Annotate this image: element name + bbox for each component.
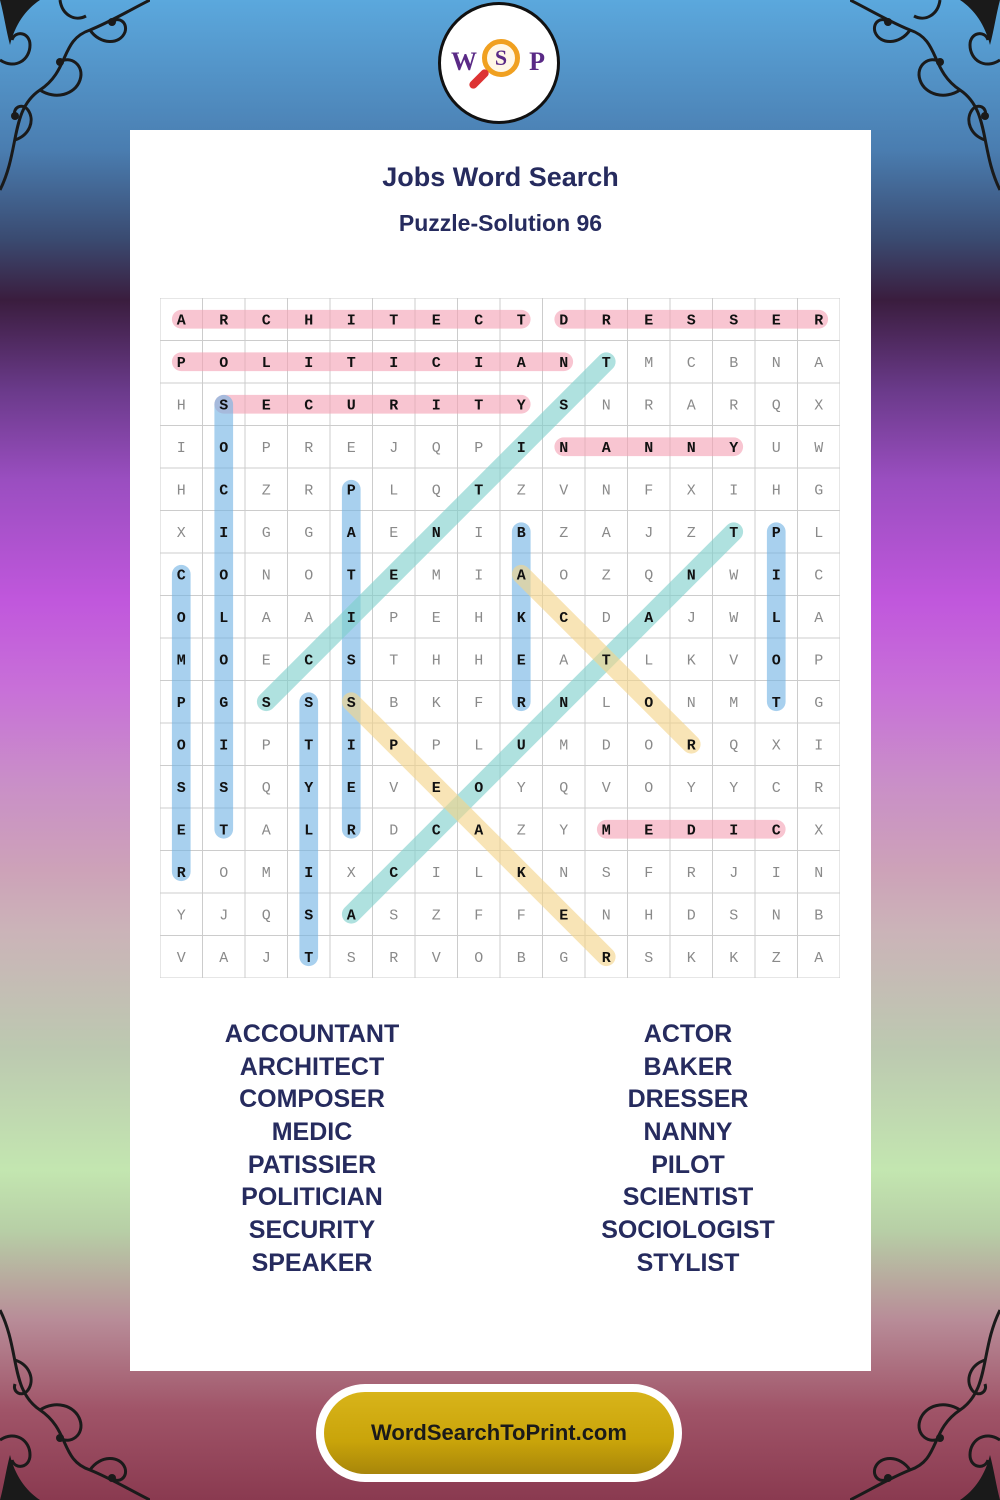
grid-letter: N: [601, 907, 611, 925]
grid-letter: R: [729, 397, 739, 415]
grid-letter: N: [559, 354, 569, 372]
grid-letter: O: [304, 567, 314, 585]
grid-letter: T: [346, 354, 356, 372]
page-title: Jobs Word Search: [382, 162, 619, 192]
grid-letter: C: [771, 779, 781, 797]
flourish-icon: [0, 0, 150, 210]
ornament-bottom-right: [850, 1290, 1000, 1500]
grid-letter: L: [304, 822, 314, 840]
grid-letter: C: [814, 567, 824, 585]
grid-letter: S: [219, 397, 229, 415]
grid-letter: N: [601, 397, 611, 415]
grid-letter: R: [176, 864, 186, 882]
grid-letter: T: [389, 312, 399, 330]
grid-letter: P: [814, 652, 824, 670]
word-list-right: [538, 1018, 838, 1280]
grid-letter: B: [516, 949, 526, 967]
grid-letter: J: [644, 524, 654, 542]
grid-letter: H: [431, 652, 441, 670]
word-list-item: SECURITY: [248, 1216, 376, 1245]
grid-letter: Y: [559, 822, 569, 840]
ornament-bottom-left: [0, 1290, 150, 1500]
grid-letter: A: [686, 397, 696, 415]
grid-letter: R: [814, 779, 824, 797]
grid-letter: I: [474, 567, 484, 585]
grid-letter: E: [346, 779, 356, 797]
word-list-item: SCIENTIST: [622, 1183, 754, 1212]
grid-letter: E: [516, 652, 526, 670]
grid-letter: E: [389, 567, 399, 585]
grid-letter: A: [346, 524, 356, 542]
grid-letter: I: [814, 737, 824, 755]
grid-letter: X: [686, 482, 696, 500]
grid-letter: O: [219, 439, 229, 457]
grid-letter: O: [771, 652, 781, 670]
grid-letter: S: [346, 949, 356, 967]
grid-letter: O: [176, 609, 186, 627]
grid-letter: L: [474, 864, 484, 882]
grid-letter: A: [304, 609, 314, 627]
word-list-item: BAKER: [643, 1052, 733, 1081]
grid-letter: Y: [304, 779, 314, 797]
grid-letter: D: [686, 907, 696, 925]
grid-letter: H: [644, 907, 654, 925]
grid-letter: G: [814, 482, 824, 500]
grid-letter: Y: [729, 779, 739, 797]
grid-letter: L: [814, 524, 824, 542]
grid-letter: A: [814, 609, 824, 627]
ornament-top-right: [850, 0, 1000, 210]
grid-letter: L: [474, 737, 484, 755]
grid-letter: X: [814, 822, 824, 840]
grid-letter: I: [346, 737, 356, 755]
grid-letter: G: [261, 524, 271, 542]
word-list-item: STYLIST: [636, 1248, 740, 1277]
grid-letter: P: [261, 737, 271, 755]
grid-letter: O: [219, 652, 229, 670]
grid-letter: L: [261, 354, 271, 372]
grid-letter: C: [304, 652, 314, 670]
grid-letter: T: [219, 822, 229, 840]
page-subtitle: Puzzle-Solution 96: [398, 210, 603, 236]
grid-letter: R: [219, 312, 229, 330]
site-link[interactable]: WordSearchToPrint.com: [324, 1392, 674, 1474]
grid-letter: M: [176, 652, 186, 670]
grid-letter: Q: [559, 779, 569, 797]
grid-letter: Q: [729, 737, 739, 755]
grid-letter: X: [771, 737, 781, 755]
grid-letter: I: [219, 524, 229, 542]
grid-letter: T: [346, 567, 356, 585]
grid-letter: C: [771, 822, 781, 840]
grid-letter: C: [219, 482, 229, 500]
grid-letter: S: [686, 312, 696, 330]
grid-letter: R: [516, 694, 526, 712]
grid-letter: A: [261, 609, 271, 627]
grid-letter: C: [686, 354, 696, 372]
grid-letter: Z: [601, 567, 611, 585]
grid-letter: Z: [559, 524, 569, 542]
grid-letter: Z: [516, 482, 526, 500]
grid-letter: W: [814, 439, 824, 457]
grid-letter: P: [346, 482, 356, 500]
grid-letter: R: [814, 312, 824, 330]
grid-letter: I: [304, 354, 314, 372]
grid-letter: P: [176, 354, 186, 372]
grid-letter: H: [176, 482, 186, 500]
grid-letter: P: [261, 439, 271, 457]
grid-letter: Q: [431, 439, 441, 457]
flourish-icon: [850, 1290, 1000, 1500]
grid-letter: O: [474, 779, 484, 797]
grid-letter: I: [516, 439, 526, 457]
grid-letter: F: [516, 907, 526, 925]
word-list-left: [162, 1018, 462, 1280]
grid-letter: J: [729, 864, 739, 882]
grid-letter: A: [219, 949, 229, 967]
grid-letter: U: [346, 397, 356, 415]
word-list-item: COMPOSER: [239, 1085, 385, 1114]
grid-letter: T: [516, 312, 526, 330]
grid-letter: H: [474, 609, 484, 627]
grid-letter: N: [686, 567, 696, 585]
grid-letter: N: [431, 524, 441, 542]
grid-letter: F: [644, 482, 654, 500]
flourish-icon: [0, 1290, 150, 1500]
grid-letter: O: [559, 567, 569, 585]
grid-letter: N: [559, 864, 569, 882]
grid-letter: M: [261, 864, 271, 882]
grid-letter: T: [474, 482, 484, 500]
grid-letter: I: [176, 439, 186, 457]
grid-letter: C: [559, 609, 569, 627]
grid-letter: V: [176, 949, 186, 967]
word-search-grid: [160, 298, 840, 978]
grid-letter: I: [771, 864, 781, 882]
grid-letter: L: [771, 609, 781, 627]
grid-letter: I: [474, 524, 484, 542]
word-list-item: PILOT: [651, 1150, 725, 1179]
word-list-item: POLITICIAN: [241, 1183, 383, 1212]
grid-letter: L: [389, 482, 399, 500]
grid-letter: L: [644, 652, 654, 670]
grid-letter: K: [729, 949, 739, 967]
grid-letter: R: [601, 312, 611, 330]
grid-letter: Q: [431, 482, 441, 500]
grid-letter: A: [346, 907, 356, 925]
grid-letter: R: [389, 397, 399, 415]
grid-letter: T: [601, 354, 611, 372]
grid-letter: R: [644, 397, 654, 415]
grid-letter: T: [304, 737, 314, 755]
grid-letter: N: [601, 482, 611, 500]
grid-letter: Z: [431, 907, 441, 925]
grid-letter: A: [474, 822, 484, 840]
grid-letter: R: [686, 864, 696, 882]
grid-letter: E: [261, 652, 271, 670]
word-list-item: DRESSER: [627, 1085, 749, 1114]
logo-letter-w: W: [451, 47, 477, 76]
grid-letter: N: [814, 864, 824, 882]
grid-letter: T: [389, 652, 399, 670]
grid-letter: H: [176, 397, 186, 415]
grid-letter: M: [729, 694, 739, 712]
grid-letter: O: [176, 737, 186, 755]
grid-letter: X: [346, 864, 356, 882]
grid-letter: E: [559, 907, 569, 925]
grid-letter: Q: [261, 779, 271, 797]
grid-letter: Y: [176, 907, 186, 925]
grid-letter: I: [346, 312, 356, 330]
grid-letter: E: [389, 524, 399, 542]
grid-letter: K: [686, 949, 696, 967]
grid-letter: B: [516, 524, 526, 542]
grid-letter: O: [644, 737, 654, 755]
grid-letter: Y: [729, 439, 739, 457]
grid-letter: M: [431, 567, 441, 585]
grid-letter: J: [261, 949, 271, 967]
grid-letter: P: [431, 737, 441, 755]
grid-letter: N: [559, 694, 569, 712]
grid-letter: B: [729, 354, 739, 372]
grid-letter: E: [431, 779, 441, 797]
grid-letter: Z: [516, 822, 526, 840]
grid-letter: N: [559, 439, 569, 457]
grid-letter: C: [474, 312, 484, 330]
grid-letter: N: [686, 694, 696, 712]
grid-letter: V: [729, 652, 739, 670]
grid-letter: E: [431, 312, 441, 330]
grid-letter: R: [601, 949, 611, 967]
grid-letter: O: [219, 354, 229, 372]
site-logo[interactable]: [438, 2, 560, 124]
grid-letter: A: [644, 609, 654, 627]
grid-letter: T: [771, 694, 781, 712]
grid-letter: I: [431, 397, 441, 415]
logo-mark: [449, 33, 549, 93]
grid-letter: N: [771, 354, 781, 372]
grid-letter: E: [644, 822, 654, 840]
grid-letter: V: [601, 779, 611, 797]
grid-letter: G: [304, 524, 314, 542]
grid-letter: Y: [686, 779, 696, 797]
grid-letter: R: [686, 737, 696, 755]
grid-letter: T: [729, 524, 739, 542]
grid-letter: L: [219, 609, 229, 627]
grid-letter: A: [814, 949, 824, 967]
grid-letter: K: [686, 652, 696, 670]
grid-letter: M: [601, 822, 611, 840]
grid-letter: E: [261, 397, 271, 415]
word-list-item: SOCIOLOGIST: [601, 1216, 775, 1245]
word-list-item: NANNY: [643, 1118, 733, 1147]
grid-letter: F: [474, 907, 484, 925]
grid-letter: A: [516, 567, 526, 585]
grid-letter: G: [814, 694, 824, 712]
grid-letter: A: [176, 312, 186, 330]
grid-letter: V: [389, 779, 399, 797]
grid-letter: C: [176, 567, 186, 585]
grid-letter: A: [601, 524, 611, 542]
grid-letter: P: [389, 737, 399, 755]
grid-letter: Y: [516, 779, 526, 797]
grid-letter: J: [219, 907, 229, 925]
logo-letter-p: P: [529, 47, 545, 76]
grid-letter: P: [389, 609, 399, 627]
grid-letter: Q: [644, 567, 654, 585]
grid-letter: A: [516, 354, 526, 372]
grid-letter: S: [261, 694, 271, 712]
grid-letter: V: [431, 949, 441, 967]
grid-letter: S: [601, 864, 611, 882]
grid-letter: J: [389, 439, 399, 457]
grid-letter: T: [304, 949, 314, 967]
grid-letter: Q: [771, 397, 781, 415]
grid-letter: I: [389, 354, 399, 372]
word-list-item: ACCOUNTANT: [224, 1020, 400, 1048]
grid-letter: S: [346, 652, 356, 670]
grid-letter: S: [304, 907, 314, 925]
grid-letter: I: [729, 482, 739, 500]
grid-letter: I: [346, 609, 356, 627]
grid-letter: E: [346, 439, 356, 457]
grid-letter: S: [176, 779, 186, 797]
grid-letter: S: [729, 312, 739, 330]
grid-letter: F: [474, 694, 484, 712]
grid-letter: M: [559, 737, 569, 755]
grid-letter: U: [516, 737, 526, 755]
grid-letter: G: [219, 694, 229, 712]
grid-letter: S: [304, 694, 314, 712]
grid-letter: C: [431, 822, 441, 840]
grid-letter: I: [219, 737, 229, 755]
word-list-item: MEDIC: [271, 1118, 353, 1147]
grid-letter: F: [644, 864, 654, 882]
grid-letter: O: [219, 567, 229, 585]
grid-letter: C: [261, 312, 271, 330]
grid-letter: T: [474, 397, 484, 415]
grid-letter: Q: [261, 907, 271, 925]
grid-letter: W: [729, 609, 739, 627]
grid-letter: R: [304, 482, 314, 500]
grid-letter: H: [771, 482, 781, 500]
grid-letter: S: [219, 779, 229, 797]
word-list-item: SPEAKER: [251, 1248, 373, 1277]
grid-letter: S: [346, 694, 356, 712]
ornament-top-left: [0, 0, 150, 210]
grid-canvas: [160, 298, 840, 978]
grid-letter: A: [601, 439, 611, 457]
grid-letter: P: [771, 524, 781, 542]
grid-letter: N: [261, 567, 271, 585]
puzzle-sheet: [130, 130, 871, 1371]
grid-letter: T: [601, 652, 611, 670]
grid-letter: O: [644, 694, 654, 712]
grid-letter: I: [304, 864, 314, 882]
grid-letter: C: [431, 354, 441, 372]
grid-letter: E: [771, 312, 781, 330]
flourish-icon: [850, 0, 1000, 210]
grid-letter: O: [219, 864, 229, 882]
grid-letter: D: [559, 312, 569, 330]
grid-letter: O: [644, 779, 654, 797]
grid-letter: R: [389, 949, 399, 967]
grid-letter: A: [814, 354, 824, 372]
grid-letter: S: [389, 907, 399, 925]
grid-letter: Z: [686, 524, 696, 542]
grid-letter: S: [559, 397, 569, 415]
grid-letter: A: [559, 652, 569, 670]
word-list-item: PATISSIER: [247, 1150, 377, 1179]
grid-letter: A: [261, 822, 271, 840]
grid-letter: V: [559, 482, 569, 500]
grid-letter: H: [304, 312, 314, 330]
grid-letter: I: [771, 567, 781, 585]
grid-letter: R: [346, 822, 356, 840]
grid-letter: N: [686, 439, 696, 457]
grid-letter: I: [474, 354, 484, 372]
grid-letter: B: [814, 907, 824, 925]
grid-letter: I: [729, 822, 739, 840]
grid-letter: C: [389, 864, 399, 882]
grid-letter: N: [771, 907, 781, 925]
grid-letter: P: [176, 694, 186, 712]
grid-letter: C: [304, 397, 314, 415]
grid-letter: E: [176, 822, 186, 840]
grid-letter: R: [304, 439, 314, 457]
grid-letter: U: [771, 439, 781, 457]
logo-letter-s: S: [494, 45, 508, 70]
grid-letter: Z: [771, 949, 781, 967]
grid-letter: K: [431, 694, 441, 712]
grid-letter: K: [516, 864, 526, 882]
grid-letter: D: [601, 609, 611, 627]
grid-letter: X: [814, 397, 824, 415]
grid-letter: I: [431, 864, 441, 882]
grid-letter: G: [559, 949, 569, 967]
grid-letter: J: [686, 609, 696, 627]
grid-letter: E: [644, 312, 654, 330]
grid-letter: L: [601, 694, 611, 712]
grid-letter: E: [431, 609, 441, 627]
grid-letter: D: [389, 822, 399, 840]
grid-letter: K: [516, 609, 526, 627]
word-list-item: ARCHITECT: [239, 1052, 385, 1081]
grid-letter: S: [644, 949, 654, 967]
grid-letter: X: [176, 524, 186, 542]
site-link-pill[interactable]: [316, 1384, 682, 1482]
word-list-item: ACTOR: [643, 1020, 733, 1048]
grid-letter: S: [729, 907, 739, 925]
grid-letter: H: [474, 652, 484, 670]
grid-letter: Y: [516, 397, 526, 415]
grid-letter: W: [729, 567, 739, 585]
grid-letter: P: [474, 439, 484, 457]
grid-letter: N: [644, 439, 654, 457]
grid-letter: D: [601, 737, 611, 755]
grid-letter: D: [686, 822, 696, 840]
grid-letter: O: [474, 949, 484, 967]
grid-letter: B: [389, 694, 399, 712]
grid-letter: M: [644, 354, 654, 372]
grid-letter: Z: [261, 482, 271, 500]
